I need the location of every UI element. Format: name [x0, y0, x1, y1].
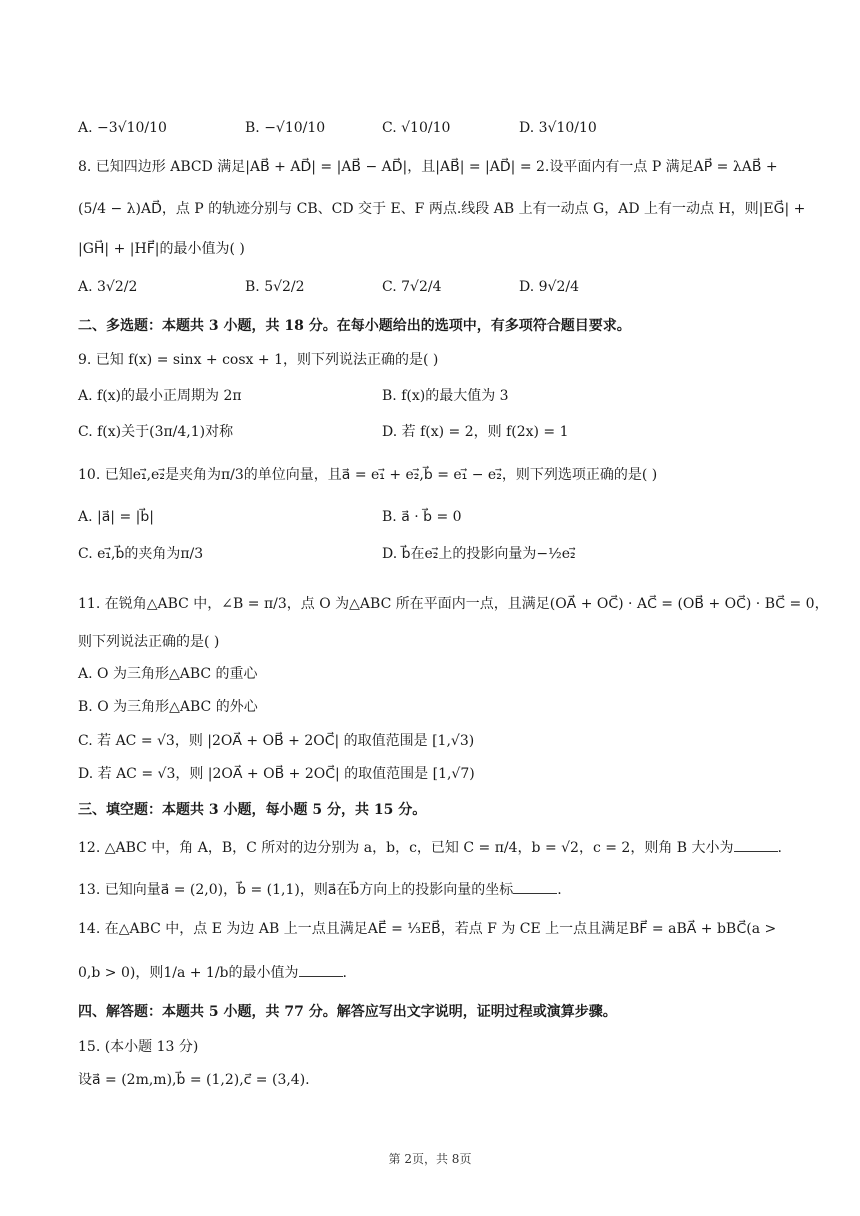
q8-line-3: |GH⃗| + |HF⃗|的最小值为( )	[78, 241, 245, 257]
q10-option-d: D. b⃗在e₂⃗上的投影向量为−½e₂⃗	[382, 546, 576, 562]
q13-stem: 13. 已知向量a⃗ = (2,0)，b⃗ = (1,1)，则a⃗在b⃗方向上的投影向量的坐标 .	[78, 879, 562, 900]
q8-line-2: (5/4 − λ)AD⃗，点 P 的轨迹分别与 CB、CD 交于 E、F 两点.线段 AB 上有一动点 G，AD 上有一动点 H，则|EG⃗| +	[78, 201, 806, 217]
section-heading-fill-blank: 三、填空题：本题共 3 小题，每小题 5 分，共 15 分。	[78, 802, 427, 818]
q10-option-c: C. e₁⃗,b⃗的夹角为π/3	[78, 546, 204, 562]
q7-option-d: D. 3√10/10	[519, 120, 597, 136]
q9-option-d: D. 若 f(x) = 2，则 f(2x) = 1	[382, 424, 569, 440]
q9-stem: 9. 已知 f(x) = sinx + cosx + 1，则下列说法正确的是( )	[78, 352, 439, 368]
q8-line-1: 8. 已知四边形 ABCD 满足|AB⃗ + AD⃗| = |AB⃗ − AD⃗|，且|AB⃗| = |AD⃗| = 2.设平面内有一点 P 满足AP⃗ = λAB⃗ +	[78, 159, 778, 175]
q10-option-b: B. a⃗ · b⃗ = 0	[382, 509, 462, 525]
q7-option-b: B. −√10/10	[245, 120, 326, 136]
q12-stem: 12. △ABC 中，角 A，B，C 所对的边分别为 a，b，c，已知 C = π/4，b = √2，c = 2，则角 B 大小为 .	[78, 837, 782, 858]
q8-option-d: D. 9√2/4	[519, 279, 579, 295]
answer-blank	[734, 837, 778, 852]
q11-line-2: 则下列说法正确的是( )	[78, 634, 220, 650]
q7-option-a: A. −3√10/10	[78, 120, 167, 136]
q11-option-d: D. 若 AC = √3，则 |2OA⃗ + OB⃗ + 2OC⃗| 的取值范围是 [1,√7)	[78, 766, 475, 782]
q8-option-a: A. 3√2/2	[78, 279, 138, 295]
q11-option-a: A. O 为三角形△ABC 的重心	[78, 666, 258, 682]
q9-option-a: A. f(x)的最小正周期为 2π	[78, 388, 242, 404]
q13-text: 13. 已知向量a⃗ = (2,0)，b⃗ = (1,1)，则a⃗在b⃗方向上的投影向量的坐标	[78, 882, 514, 898]
section-heading-multiple-choice: 二、多选题：本题共 3 小题，共 18 分。在每小题给出的选项中，有多项符合题目要求。	[78, 318, 631, 334]
q11-option-c: C. 若 AC = √3，则 |2OA⃗ + OB⃗ + 2OC⃗| 的取值范围是 [1,√3)	[78, 733, 475, 749]
q7-option-c: C. √10/10	[382, 120, 451, 136]
q12-text: 12. △ABC 中，角 A，B，C 所对的边分别为 a，b，c，已知 C = π/4，b = √2，c = 2，则角 B 大小为	[78, 840, 734, 856]
q11-line-1: 11. 在锐角△ABC 中，∠B = π/3，点 O 为△ABC 所在平面内一点，且满足(OA⃗ + OC⃗) · AC⃗ = (OB⃗ + OC⃗) · BC⃗ = 0，	[78, 596, 829, 612]
q15-title: 15. (本小题 13 分)	[78, 1039, 199, 1055]
q10-option-a: A. |a⃗| = |b⃗|	[78, 509, 154, 525]
q14-line-2: 0,b > 0)，则1/a + 1/b的最小值为 .	[78, 962, 347, 983]
section-heading-solutions: 四、解答题：本题共 5 小题，共 77 分。解答应写出文字说明，证明过程或演算步骤。	[78, 1004, 617, 1020]
q11-option-b: B. O 为三角形△ABC 的外心	[78, 699, 258, 715]
q10-stem: 10. 已知e₁⃗,e₂⃗是夹角为π/3的单位向量，且a⃗ = e₁⃗ + e₂⃗,b⃗ = e₁⃗ − e₂⃗，则下列选项正确的是( )	[78, 467, 658, 483]
answer-blank	[513, 879, 557, 894]
q14-line-2-text: 0,b > 0)，则1/a + 1/b的最小值为	[78, 965, 299, 981]
q8-option-c: C. 7√2/4	[382, 279, 442, 295]
page-footer: 第 2页，共 8页	[388, 1152, 472, 1166]
q9-option-c: C. f(x)关于(3π/4,1)对称	[78, 424, 234, 440]
q8-option-b: B. 5√2/2	[245, 279, 305, 295]
q14-line-1: 14. 在△ABC 中，点 E 为边 AB 上一点且满足AE⃗ = ⅓EB⃗，若点 F 为 CE 上一点且满足BF⃗ = aBA⃗ + bBC⃗(a >	[78, 921, 777, 937]
answer-blank	[299, 962, 343, 977]
q15-stem: 设a⃗ = (2m,m),b⃗ = (1,2),c⃗ = (3,4).	[78, 1072, 310, 1088]
q9-option-b: B. f(x)的最大值为 3	[382, 388, 509, 404]
